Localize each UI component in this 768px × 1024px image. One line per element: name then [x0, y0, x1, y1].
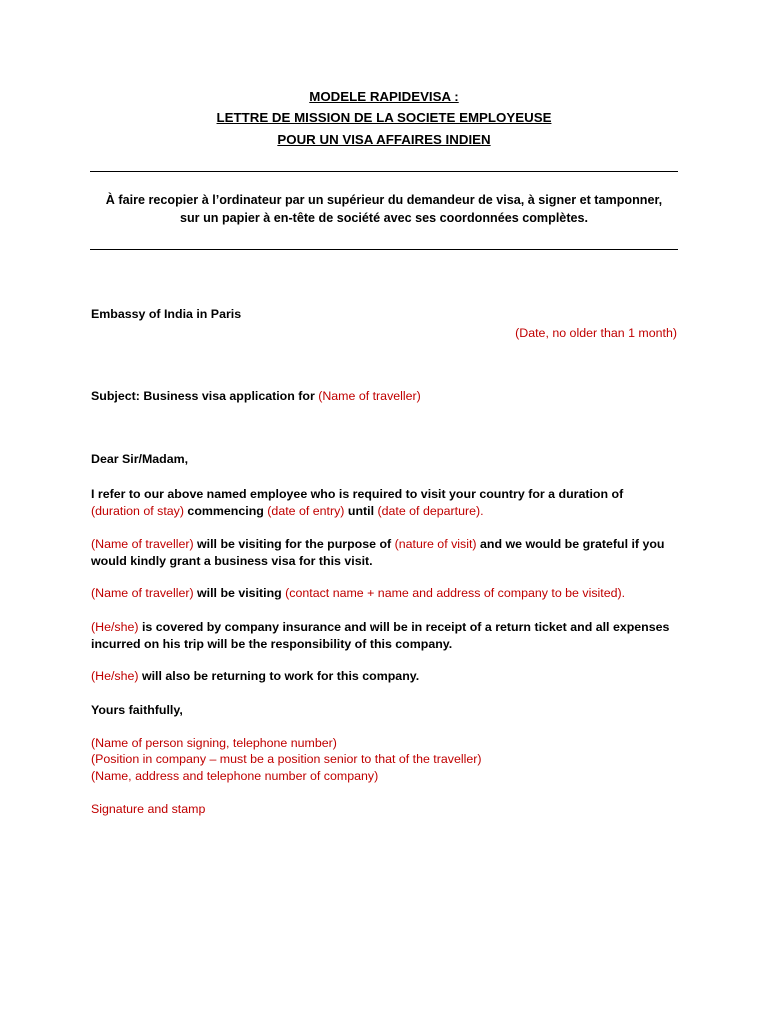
instruction-line-1: À faire recopier à l’ordinateur par un supérieur du demandeur de visa, à signer et tamponner,: [105, 193, 663, 207]
title-line-2: LETTRE DE MISSION DE LA SOCIETE EMPLOYEUSE: [216, 110, 552, 125]
closing: Yours faithfully,: [91, 703, 183, 717]
subject-line: [91, 388, 681, 405]
paragraph-purpose: [91, 536, 681, 569]
top-divider: [90, 171, 678, 172]
p4-text-a: is covered by company insurance and will be in receipt of a return ticket and all expenses incurred on his trip will be the responsibility of this company.: [91, 620, 670, 651]
paragraph-insurance: [91, 619, 681, 652]
p5-pronoun-placeholder: (He/she): [91, 669, 139, 683]
paragraph-returning: [91, 668, 681, 685]
p2-nature-placeholder: (nature of visit): [394, 537, 477, 551]
p1-entry-placeholder: (date of entry): [267, 503, 345, 518]
p2-text-b: and we would be grateful if you would kindly grant a business visa for this visit.: [91, 537, 665, 568]
signer-line-3: (Name, address and telephone number of company): [91, 769, 379, 783]
p2-text-a: will be visiting for the purpose of: [193, 537, 395, 551]
title-line-1: MODELE RAPIDEVISA :: [309, 89, 459, 104]
p3-contact-placeholder: (contact name + name and address of company to be visited).: [285, 586, 626, 600]
signer-line-2: (Position in company – must be a position senior to that of the traveller): [91, 752, 482, 766]
recipient: Embassy of India in Paris: [91, 307, 242, 321]
signature-placeholder: Signature and stamp: [91, 802, 206, 816]
p1-text-a: I refer to our above named employee who is required to visit your country for a duration of: [91, 487, 624, 501]
p3-text-a: will be visiting: [193, 586, 286, 600]
paragraph-visiting: [91, 585, 681, 602]
date-placeholder: (Date, no older than 1 month): [515, 326, 677, 340]
subject-label: Subject: Business visa application for: [91, 389, 319, 403]
salutation: Dear Sir/Madam,: [91, 452, 189, 466]
p3-name-placeholder: (Name of traveller): [91, 586, 194, 600]
title-line-3: POUR UN VISA AFFAIRES INDIEN: [277, 132, 491, 147]
p4-pronoun-placeholder: (He/she): [91, 620, 139, 634]
p2-name-placeholder: (Name of traveller): [91, 537, 194, 551]
signer-line-1: (Name of person signing, telephone number): [91, 736, 337, 750]
p1-departure-placeholder: (date of departure).: [377, 503, 484, 518]
instruction-line-2: sur un papier à en-tête de société avec ses coordonnées complètes.: [179, 211, 589, 225]
bottom-divider: [90, 249, 678, 250]
p5-text-a: will also be returning to work for this company.: [138, 669, 420, 683]
subject-placeholder: (Name of traveller): [318, 389, 421, 403]
p1-text-c: until: [344, 503, 378, 518]
p1-duration-placeholder: (duration of stay): [91, 503, 184, 518]
p1-text-b: commencing: [183, 503, 268, 518]
paragraph-duration: [91, 486, 681, 519]
